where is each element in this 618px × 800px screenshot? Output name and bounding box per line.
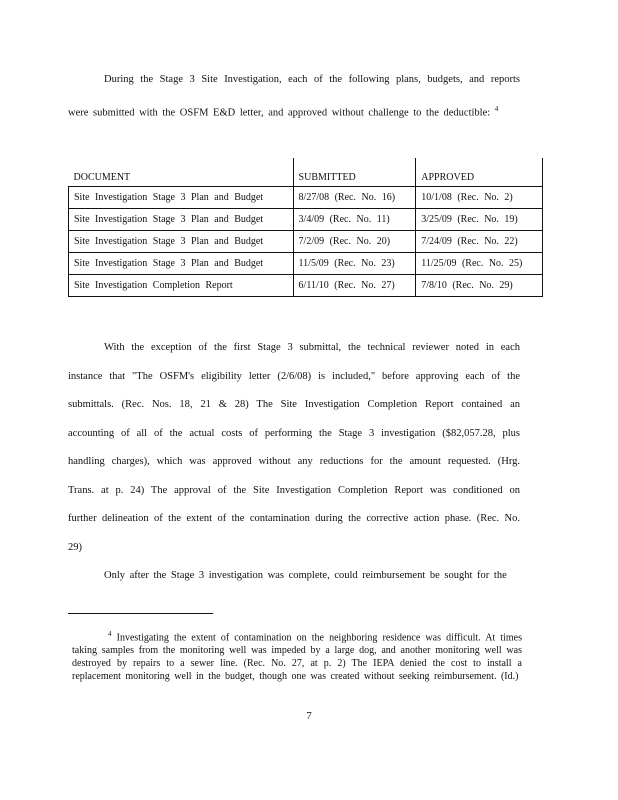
table-row	[69, 253, 543, 275]
footnote-marker: 4	[494, 104, 499, 113]
footnote-separator	[68, 613, 213, 614]
page-number: 7	[306, 710, 312, 722]
table-header-row	[69, 158, 543, 187]
cell-document: Site Investigation Stage 3 Plan and Budget	[69, 209, 294, 231]
body-paragraph-3: Only after the Stage 3 investigation was complete, could reimbursement be sought for the	[104, 570, 507, 581]
cell-submitted: 6/11/10 (Rec. No. 27)	[293, 275, 416, 297]
cell-approved: 10/1/08 (Rec. No. 2)	[416, 187, 543, 209]
table-row	[69, 231, 543, 253]
intro-paragraph	[68, 66, 520, 128]
table-row	[69, 275, 543, 297]
header-submitted: SUBMITTED	[293, 158, 416, 187]
cell-document: Site Investigation Stage 3 Plan and Budget	[69, 231, 294, 253]
cell-submitted: 7/2/09 (Rec. No. 20)	[293, 231, 416, 253]
footnote-number: 4	[108, 630, 112, 638]
cell-submitted: 8/27/08 (Rec. No. 16)	[293, 187, 416, 209]
header-approved: APPROVED	[416, 158, 543, 187]
body-paragraph-2: With the exception of the first Stage 3 submittal, the technical reviewer noted in each instance that "The OSFM's eligibility letter (2/6/08) is included," before approving each of the submittals. (Rec. Nos. 18, 21 & 28) The Site Investigation Completion Report contained an accounting of all of the actual costs of performing the Stage 3 investigation ($82,057.28, plus handling charges), which was approved without any reductions for the amount requested. (Hrg. Trans. at p. 24) The approval of the Site Investigation Completion Report was conditioned on further delineation of the extent of the contamination during the corrective action phase. (Rec. No. 29)	[68, 342, 520, 553]
footnote-text: Investigating the extent of contamination on the neighboring residence was difficult. At times taking samples from the monitoring well was impeded by a large dog, and another monitoring well was destroyed by repairs to a sewer line. (Rec. No. 27, at p. 2) The IEPA denied the cost to install a replacement monitoring well in the budget, though one was created without seeking reimbursement. (Id.)	[72, 632, 522, 683]
cell-approved: 7/8/10 (Rec. No. 29)	[416, 275, 543, 297]
cell-approved: 7/24/09 (Rec. No. 22)	[416, 231, 543, 253]
cell-document: Site Investigation Stage 3 Plan and Budget	[69, 187, 294, 209]
intro-text: During the Stage 3 Site Investigation, each of the following plans, budgets, and reports were submitted with the OSFM E&D letter, and approved without challenge to the deductible:	[68, 74, 520, 118]
cell-submitted: 11/5/09 (Rec. No. 23)	[293, 253, 416, 275]
table-row	[69, 209, 543, 231]
header-document: DOCUMENT	[69, 158, 294, 187]
cell-submitted: 3/4/09 (Rec. No. 11)	[293, 209, 416, 231]
footnote	[72, 628, 522, 683]
submittals-table	[68, 158, 543, 297]
cell-document: Site Investigation Stage 3 Plan and Budget	[69, 253, 294, 275]
table-row	[69, 187, 543, 209]
cell-approved: 11/25/09 (Rec. No. 25)	[416, 253, 543, 275]
cell-approved: 3/25/09 (Rec. No. 19)	[416, 209, 543, 231]
cell-document: Site Investigation Completion Report	[69, 275, 294, 297]
